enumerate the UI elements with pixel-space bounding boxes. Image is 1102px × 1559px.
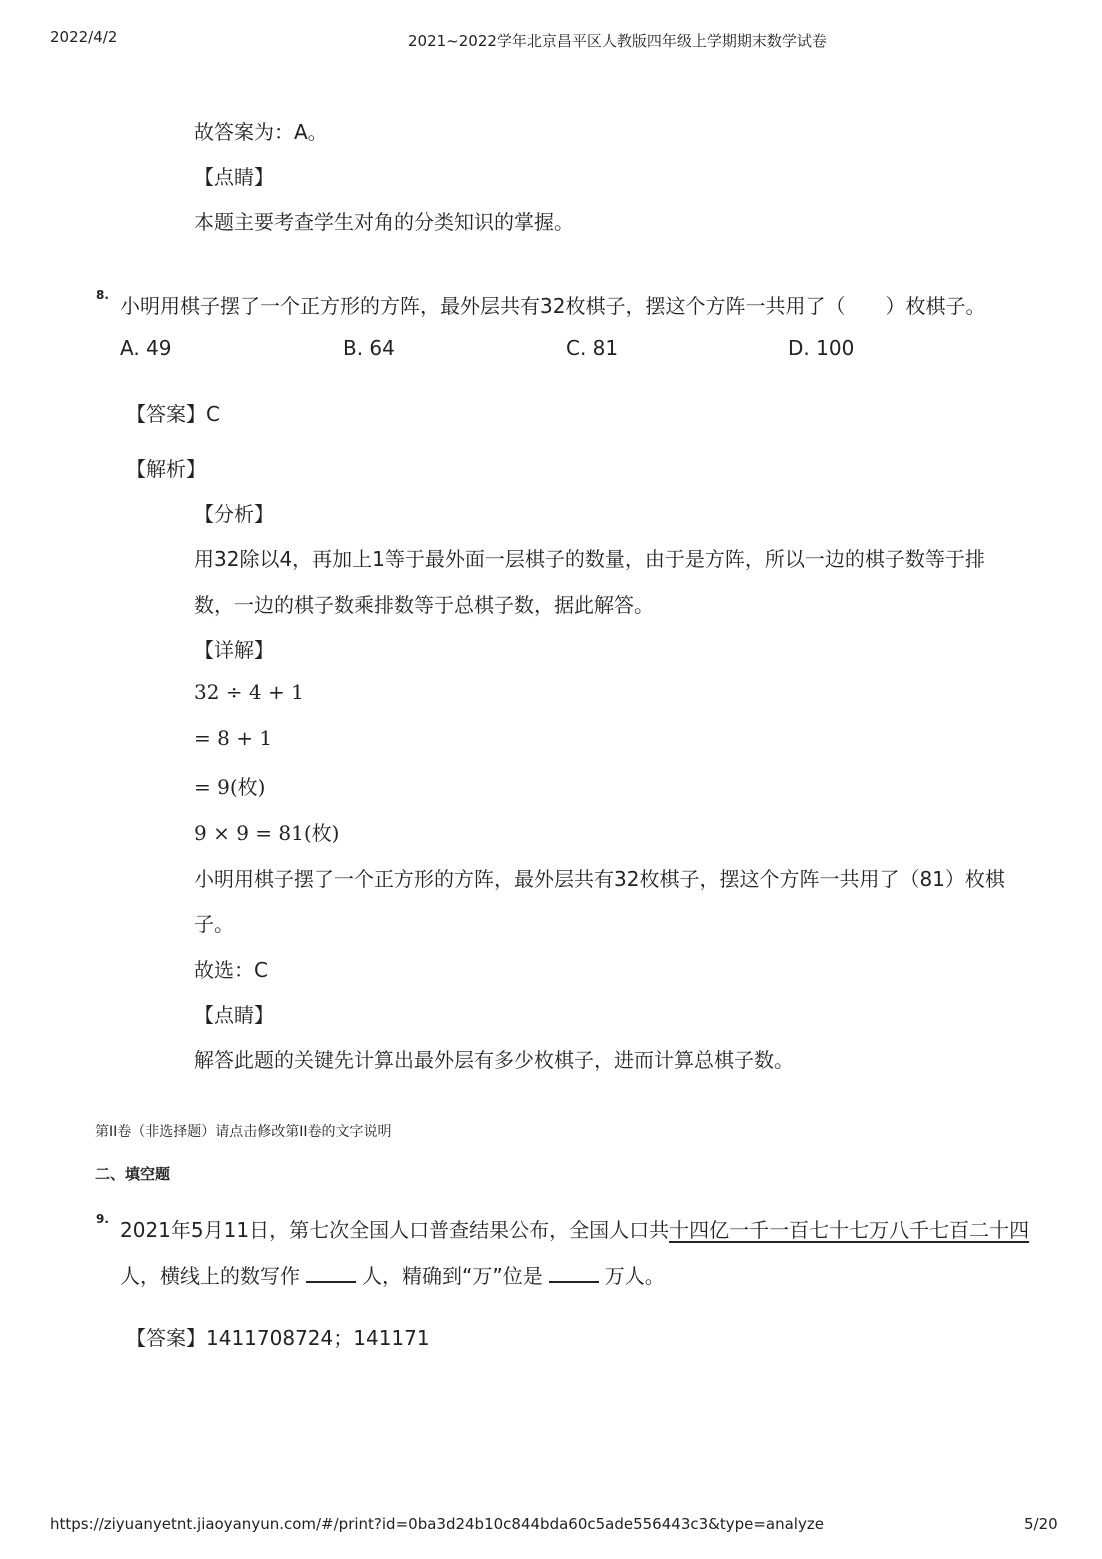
answer-blank-2[interactable] bbox=[549, 1263, 599, 1283]
fenxi-line-2: 数，一边的棋子数乘排数等于总棋子数，据此解答。 bbox=[194, 593, 654, 617]
dianjing-label: 【点睛】 bbox=[194, 1003, 274, 1027]
jiexi-label: 【解析】 bbox=[126, 457, 206, 481]
question-9-stem-part1: 2021年5月11日，第七次全国人口普查结果公布，全国人口共 bbox=[120, 1218, 670, 1242]
option-b: B. 64 bbox=[343, 336, 395, 360]
answer-block-8 bbox=[126, 398, 220, 427]
fenxi-label: 【分析】 bbox=[194, 502, 274, 526]
option-a: A. 49 bbox=[120, 336, 172, 360]
conclusion-line-2: 子。 bbox=[194, 912, 234, 936]
page-number: 5/20 bbox=[1024, 1515, 1058, 1533]
math-line-3: = 9(枚) bbox=[194, 775, 266, 799]
xiangjie-label: 【详解】 bbox=[194, 638, 274, 662]
answer-value-9: 1411708724；141171 bbox=[206, 1326, 430, 1350]
math-line-2: = 8 + 1 bbox=[194, 726, 273, 750]
fenxi-line-1: 用32除以4，再加上1等于最外面一层棋子的数量，由于是方阵，所以一边的棋子数等于排 bbox=[194, 547, 985, 571]
question-8-stem: 小明用棋子摆了一个正方形的方阵，最外层共有32枚棋子，摆这个方阵一共用了（ ）枚棋子。 bbox=[120, 294, 986, 318]
answer-blank-1[interactable] bbox=[306, 1263, 356, 1283]
question-number-8: 8. bbox=[96, 288, 109, 302]
prev-dianjing-label: 【点睛】 bbox=[194, 165, 274, 189]
dianjing-text: 解答此题的关键先计算出最外层有多少枚棋子，进而计算总棋子数。 bbox=[194, 1048, 794, 1072]
question-9-underlined-number: 十四亿一千一百七十七万八千七百二十四 bbox=[669, 1218, 1030, 1242]
section-note: 第II卷（非选择题）请点击修改第II卷的文字说明 bbox=[95, 1124, 392, 1140]
math-line-1: 32 ÷ 4 + 1 bbox=[194, 680, 304, 704]
footer-url[interactable]: https://ziyuanyetnt.jiaoyanyun.com/#/print?id=0ba3d24b10c844bda60c5ade556443c3&type=analyze bbox=[50, 1515, 824, 1533]
guxuan-line: 故选：C bbox=[194, 958, 268, 982]
question-number-9: 9. bbox=[96, 1212, 109, 1226]
question-9-stem-part3: 人，精确到“万”位是 bbox=[362, 1264, 543, 1288]
question-9-stem-part2: 人，横线上的数写作 bbox=[120, 1264, 300, 1288]
section-title: 二、填空题 bbox=[95, 1165, 171, 1183]
print-date: 2022/4/2 bbox=[50, 28, 118, 46]
math-line-4: 9 × 9 = 81(枚) bbox=[194, 821, 340, 845]
question-9-stem-part4: 万人。 bbox=[604, 1264, 665, 1288]
answer-block-9 bbox=[126, 1322, 430, 1351]
option-c: C. 81 bbox=[566, 336, 619, 360]
question-9-line-1 bbox=[120, 1214, 1029, 1243]
answer-label: 【答案】 bbox=[126, 402, 206, 426]
option-d: D. 100 bbox=[788, 336, 855, 360]
prev-dianjing-text: 本题主要考查学生对角的分类知识的掌握。 bbox=[194, 210, 574, 234]
conclusion-line-1: 小明用棋子摆了一个正方形的方阵，最外层共有32枚棋子，摆这个方阵一共用了（81）枚棋 bbox=[194, 867, 1005, 891]
answer-label-9: 【答案】 bbox=[126, 1326, 206, 1350]
question-9-line-2 bbox=[120, 1260, 665, 1289]
prev-answer-line: 故答案为：A。 bbox=[194, 120, 328, 144]
document-title: 2021~2022学年北京昌平区人教版四年级上学期期末数学试卷 bbox=[408, 32, 827, 50]
answer-value: C bbox=[206, 402, 220, 426]
